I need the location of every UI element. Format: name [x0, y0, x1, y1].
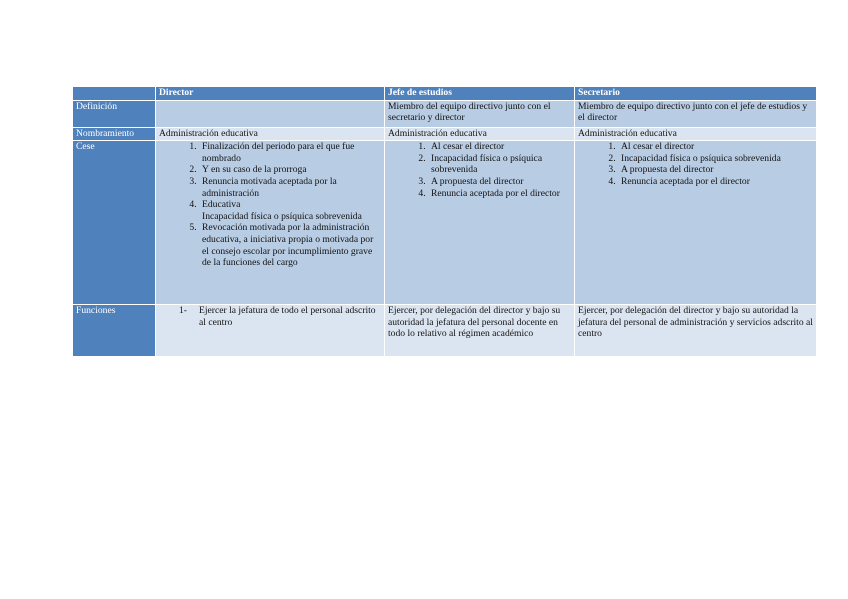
definicion-jefe: Miembro del equipo directivo junto con el secretario y director	[385, 100, 575, 127]
cese-jefe-list	[388, 141, 571, 199]
header-secretario: Secretario	[575, 87, 817, 101]
list-item: 2. Incapacidad física o psíquica sobrevenida	[428, 153, 571, 176]
row-cese	[73, 141, 817, 305]
list-marker: 1-	[179, 305, 187, 317]
list-item: 1. Al cesar el director	[618, 141, 813, 153]
row-label-definicion: Definición	[73, 100, 156, 127]
nombramiento-jefe: Administración educativa	[385, 127, 575, 141]
nombramiento-secretario: Administración educativa	[575, 127, 817, 141]
cese-director-list	[159, 141, 381, 269]
row-funciones	[73, 305, 817, 357]
list-item: 4. Educativa Incapacidad física o psíquica sobrevenida	[199, 199, 381, 222]
list-item: 5. Revocación motivada por la administración educativa, a iniciativa propia o motivada por el consejo escolar por incumplimiento grave de la funciones del cargo	[199, 222, 381, 268]
funciones-secretario: Ejercer, por delegación del director y bajo su autoridad la jefatura del personal de administración y servicios adscrito al centro	[575, 305, 817, 357]
list-item: 1. Al cesar el director	[428, 141, 571, 153]
list-item: 1. Finalización del periodo para el que fue nombrado	[199, 141, 381, 164]
row-definicion	[73, 100, 817, 127]
funciones-director	[156, 305, 385, 357]
list-item: 4. Renuncia aceptada por el director	[428, 188, 571, 200]
funciones-jefe: Ejercer, por delegación del director y bajo su autoridad la jefatura del personal docente en todo lo relativo al régimen académico	[385, 305, 575, 357]
header-director: Director	[156, 87, 385, 101]
row-label-funciones: Funciones	[73, 305, 156, 357]
list-item: 3. A propuesta del director	[618, 164, 813, 176]
funciones-director-list	[159, 305, 381, 328]
definicion-secretario: Miembro de equipo directivo junto con el jefe de estudios y el director	[575, 100, 817, 127]
cese-director	[156, 141, 385, 305]
comparison-table	[72, 86, 817, 357]
cese-jefe	[385, 141, 575, 305]
list-item: 4. Renuncia aceptada por el director	[618, 176, 813, 188]
definicion-director	[156, 100, 385, 127]
list-item: 2. Incapacidad física o psíquica sobrevenida	[618, 153, 813, 165]
header-empty	[73, 87, 156, 101]
row-label-nombramiento: Nombramiento	[73, 127, 156, 141]
header-row	[73, 87, 817, 101]
cese-secretario	[575, 141, 817, 305]
header-jefe-estudios: Jefe de estudios	[385, 87, 575, 101]
list-item-continuation: Incapacidad física o psíquica sobrevenida	[202, 210, 362, 222]
row-nombramiento	[73, 127, 817, 141]
list-item: 2. Y en su caso de la prorroga	[199, 164, 381, 176]
nombramiento-director: Administración educativa	[156, 127, 385, 141]
row-label-cese: Cese	[73, 141, 156, 305]
cese-secretario-list	[578, 141, 813, 187]
list-item: 1- Ejercer la jefatura de todo el personal adscrito al centro	[179, 305, 376, 328]
list-item: 3. Renuncia motivada aceptada por la administración	[199, 176, 381, 199]
list-item: 3. A propuesta del director	[428, 176, 571, 188]
